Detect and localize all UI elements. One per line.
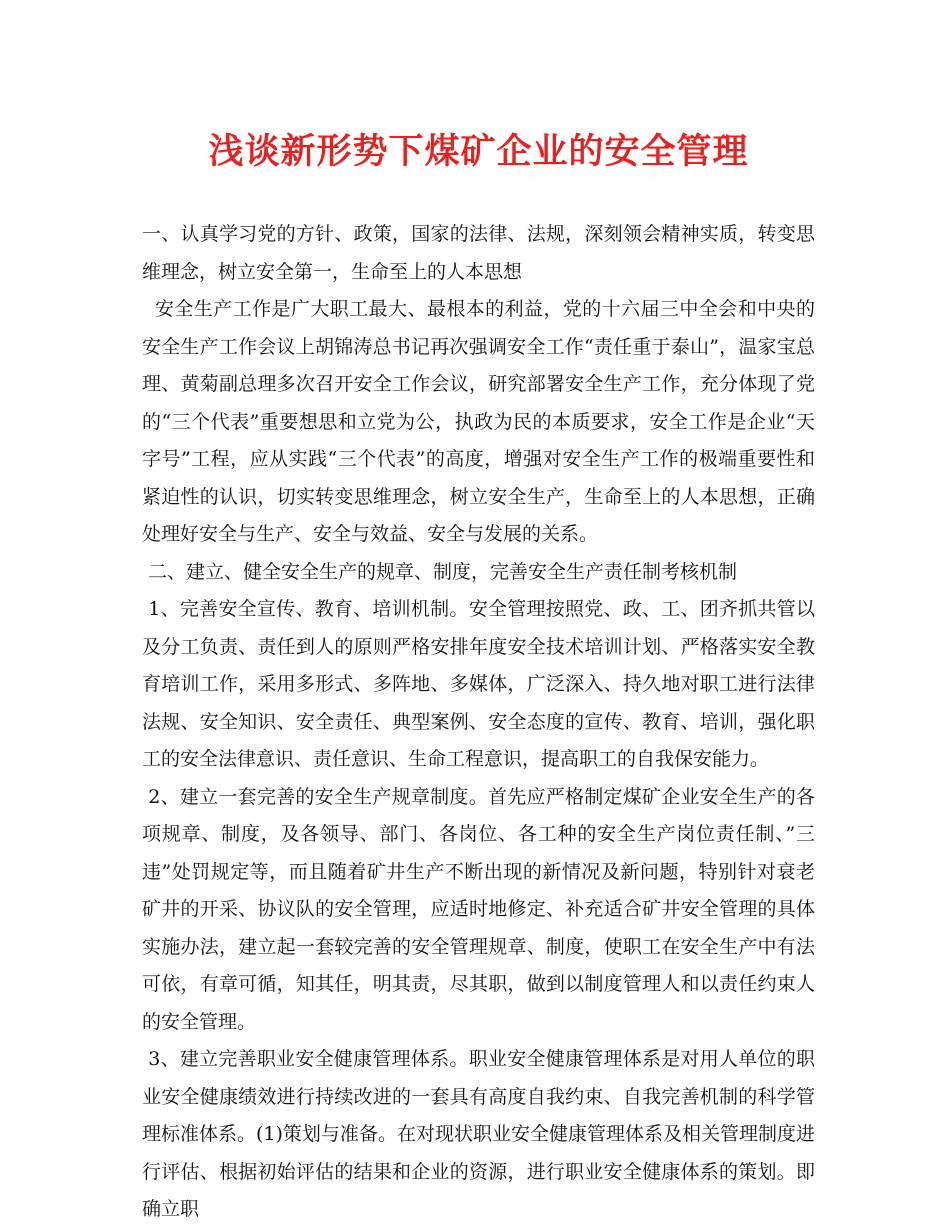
document-title: 浅谈新形势下煤矿企业的安全管理	[208, 131, 749, 172]
paragraph-section-1-heading: 一、认真学习党的方针、政策，国家的法律、法规，深刻领会精神实质，转变思维理念，树立安全第一，生命至上的人本思想	[142, 223, 815, 283]
paragraph-section-2-heading: 二、建立、健全安全生产的规章、制度，完善安全生产责任制考核机制	[142, 560, 738, 583]
paragraph-safety-production-importance: 安全生产工作是广大职工最大、最根本的利益，党的十六届三中全会和中央的安全生产工作会议上胡锦涛总书记再次强调安全工作“责任重于泰山”，温家宝总理、黄菊副总理多次召开安全工作会议，研究部署安全生产工作，充分体现了党的“三个代表”重要想思和立党为公，执政为民的本质要求，安全工作是企业“天字号”工程，应从实践“三个代表”的高度，增强对安全生产工作的极端重要性和紧迫性的认识，切实转变思维理念，树立安全生产，生命至上的人本思想，正确处理好安全与生产、安全与效益、安全与发展的关系。	[142, 298, 815, 545]
document-body	[142, 216, 815, 1229]
paragraph-item-2-regulations: 2、建立一套完善的安全生产规章制度。首先应严格制定煤矿企业安全生产的各项规章、制度，及各领导、部门、各岗位、各工种的安全生产岗位责任制、”三违”处罚规定等，而且随着矿井生产不断出现的新情况及新问题，特别针对衰老矿井的开采、协议队的安全管理，应适时地修定、补充适合矿井安全管理的具体实施办法，建立起一套较完善的安全管理规章、制度，使职工在安全生产中有法可依，有章可循，知其任，明其责，尽其职，做到以制度管理人和以责任约束人的安全管理。	[142, 785, 815, 1033]
paragraph-item-3-health-system: 3、建立完善职业安全健康管理体系。职业安全健康管理体系是对用人单位的职业安全健康绩效进行持续改进的一套具有高度自我约束、自我完善机制的科学管理标准体系。(1)策划与准备。在对现状职业安全健康管理体系及相关管理制度进行评估、根据初始评估的结果和企业的资源，进行职业安全健康体系的策划。即确立职	[142, 1048, 815, 1220]
paragraph-item-1-training: 1、完善安全宣传、教育、培训机制。安全管理按照党、政、工、团齐抓共管以及分工负责、责任到人的原则严格安排年度安全技术培训计划、严格落实安全教育培训工作，采用多形式、多阵地、多媒体，广泛深入、持久地对职工进行法律法规、安全知识、安全责任、典型案例、安全态度的宣传、教育、培训，强化职工的安全法律意识、责任意识、生命工程意识，提高职工的自我保安能力。	[142, 598, 815, 770]
